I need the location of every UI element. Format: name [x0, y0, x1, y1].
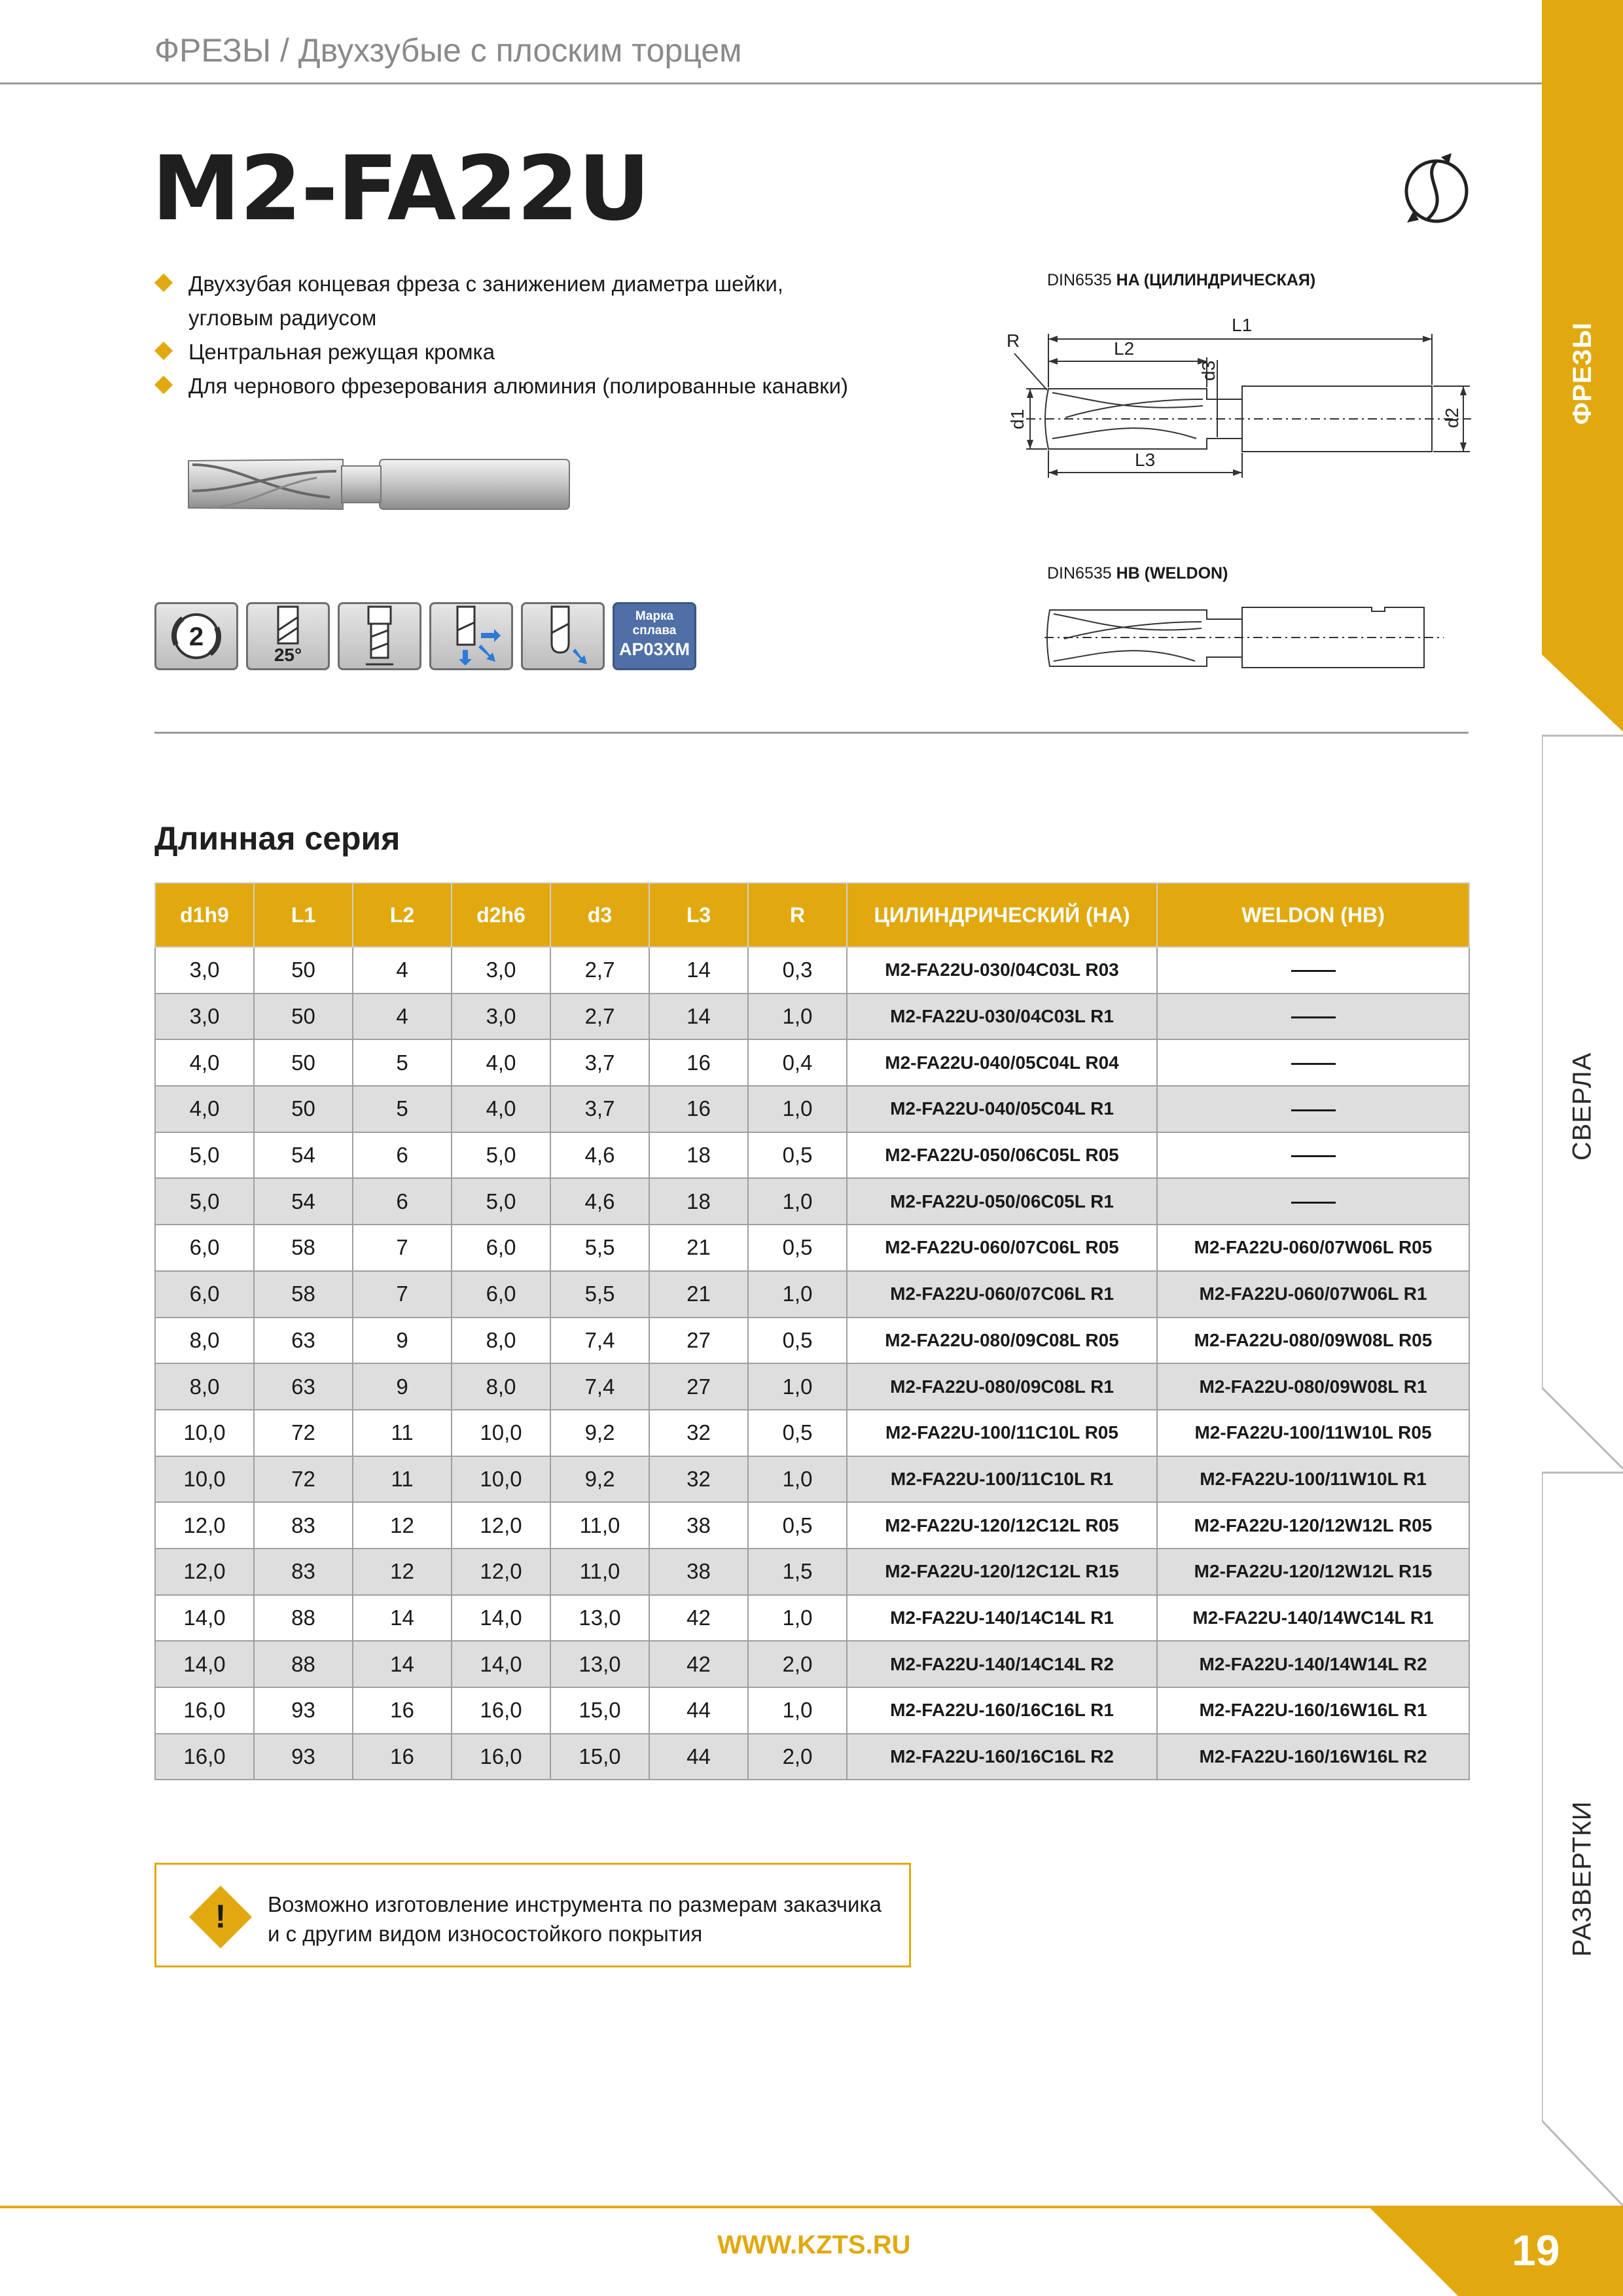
cylindrical-code-cell: M2-FA22U-100/11C10L R05: [847, 1410, 1157, 1456]
table-row: [155, 1318, 1469, 1364]
weldon-code-cell: M2-FA22U-160/16W16L R1: [1157, 1687, 1469, 1734]
ramping-icon: [521, 602, 605, 670]
dim-label-l3: L3: [1135, 450, 1156, 470]
page-number: 19: [1512, 2226, 1560, 2274]
section-title: Длинная серия: [154, 820, 401, 857]
table-cell: 10,0: [155, 1456, 254, 1503]
table-cell: 27: [649, 1363, 748, 1410]
table-cell: 3,7: [550, 1039, 649, 1086]
table-cell: 4: [353, 994, 452, 1040]
table-cell: 83: [254, 1502, 353, 1549]
not-available-dash: [1291, 1202, 1336, 1204]
table-cell: 8,0: [452, 1318, 550, 1364]
warning-diamond-icon: [188, 1884, 253, 1950]
column-header: d1h9: [155, 883, 254, 947]
table-cell: 14: [649, 994, 748, 1040]
table-cell: 16,0: [155, 1687, 254, 1734]
weldon-code-cell: [1157, 1178, 1469, 1225]
table-cell: 16,0: [155, 1734, 254, 1780]
diamond-bullet-icon: [154, 274, 173, 292]
cylindrical-code-cell: M2-FA22U-120/12C12L R15: [847, 1549, 1157, 1595]
table-row: [155, 1363, 1469, 1410]
table-cell: 93: [254, 1734, 353, 1780]
table-cell: 15,0: [550, 1734, 649, 1780]
table-cell: 83: [254, 1549, 353, 1595]
flute-count-icon: [154, 602, 238, 670]
notice-text: [268, 1890, 882, 1948]
tab-sverla[interactable]: [1542, 1008, 1623, 1204]
table-cell: 16,0: [452, 1734, 550, 1780]
page-number-corner: [1368, 2206, 1623, 2296]
weldon-code-cell: [1157, 1132, 1469, 1179]
table-cell: 11: [353, 1410, 452, 1456]
dimension-drawing-ha: [987, 308, 1484, 484]
weldon-code-cell: M2-FA22U-140/14WC14L R1: [1157, 1595, 1469, 1641]
section-divider: [154, 732, 1469, 734]
diagram-hb-caption: [1047, 564, 1228, 583]
table-cell: 9,2: [550, 1410, 649, 1456]
table-cell: 0,5: [748, 1225, 847, 1271]
not-available-dash: [1291, 970, 1336, 972]
table-cell: 4,6: [550, 1178, 649, 1225]
table-cell: 13,0: [550, 1641, 649, 1687]
table-cell: 2,7: [550, 994, 649, 1040]
table-cell: 14,0: [452, 1595, 550, 1641]
table-cell: 14,0: [155, 1595, 254, 1641]
cylindrical-code-cell: M2-FA22U-080/09C08L R05: [847, 1318, 1157, 1364]
table-row: [155, 1502, 1469, 1549]
table-cell: 21: [649, 1271, 748, 1318]
feature-item: [154, 267, 940, 335]
tab-razvertki[interactable]: [1542, 1741, 1623, 2016]
table-cell: 12,0: [155, 1502, 254, 1549]
table-cell: 10,0: [452, 1456, 550, 1503]
weldon-code-cell: [1157, 1086, 1469, 1132]
table-row: [155, 1225, 1469, 1271]
table-cell: 5,0: [452, 1178, 550, 1225]
dim-label-d1: d1: [1007, 408, 1027, 429]
feature-list: [154, 267, 940, 403]
table-cell: 3,7: [550, 1086, 649, 1132]
table-cell: 44: [649, 1687, 748, 1734]
table-cell: 1,0: [748, 1086, 847, 1132]
table-cell: 12: [353, 1549, 452, 1595]
table-cell: 4: [353, 947, 452, 994]
table-cell: 0,5: [748, 1410, 847, 1456]
table-cell: 0,5: [748, 1132, 847, 1179]
alloy-caption-line1: Марка: [635, 609, 674, 623]
feature-item: [154, 335, 940, 369]
table-cell: 8,0: [452, 1363, 550, 1410]
table-cell: 54: [254, 1132, 353, 1179]
table-row: [155, 1595, 1469, 1641]
table-cell: 9: [353, 1318, 452, 1364]
column-header: d3: [550, 883, 649, 947]
weldon-code-cell: M2-FA22U-120/12W12L R15: [1157, 1549, 1469, 1595]
end-mill-product-image: [186, 452, 572, 517]
table-cell: 18: [649, 1132, 748, 1179]
cylindrical-code-cell: M2-FA22U-040/05C04L R04: [847, 1039, 1157, 1086]
table-cell: 18: [649, 1178, 748, 1225]
table-cell: 16: [353, 1734, 452, 1780]
table-cell: 63: [254, 1363, 353, 1410]
table-cell: 7: [353, 1271, 452, 1318]
diagram-ha-caption-prefix: DIN6535: [1047, 271, 1116, 289]
table-cell: 3,0: [452, 994, 550, 1040]
table-row: [155, 947, 1469, 994]
table-cell: 5,0: [155, 1132, 254, 1179]
not-available-dash: [1291, 1109, 1336, 1111]
cylindrical-code-cell: M2-FA22U-080/09C08L R1: [847, 1363, 1157, 1410]
weldon-shank-drawing: [1044, 602, 1450, 674]
product-title: M2-FA22U: [152, 137, 650, 241]
table-cell: 14,0: [155, 1641, 254, 1687]
table-cell: 50: [254, 994, 353, 1040]
table-cell: 6: [353, 1178, 452, 1225]
table-row: [155, 1687, 1469, 1734]
table-row: [155, 1641, 1469, 1687]
table-cell: 14: [353, 1641, 452, 1687]
table-cell: 8,0: [155, 1318, 254, 1364]
table-cell: 1,0: [748, 1178, 847, 1225]
specification-table: [154, 882, 1470, 1780]
table-cell: 1,0: [748, 994, 847, 1040]
column-header: L2: [353, 883, 452, 947]
table-cell: 6,0: [155, 1271, 254, 1318]
alloy-grade-badge: [613, 602, 696, 670]
table-cell: 7: [353, 1225, 452, 1271]
table-cell: 6,0: [452, 1225, 550, 1271]
table-cell: 0,5: [748, 1318, 847, 1364]
table-cell: 15,0: [550, 1687, 649, 1734]
table-cell: 16: [353, 1687, 452, 1734]
table-cell: 14: [353, 1595, 452, 1641]
weldon-code-cell: [1157, 947, 1469, 994]
table-cell: 12,0: [155, 1549, 254, 1595]
weldon-code-cell: M2-FA22U-080/09W08L R1: [1157, 1363, 1469, 1410]
weldon-code-cell: M2-FA22U-060/07W06L R1: [1157, 1271, 1469, 1318]
table-cell: 2,0: [748, 1641, 847, 1687]
dim-label-l2: L2: [1114, 338, 1135, 359]
table-row: [155, 1132, 1469, 1179]
column-header: WELDON (HB): [1157, 883, 1469, 947]
table-cell: 58: [254, 1225, 353, 1271]
not-available-dash: [1291, 1155, 1336, 1157]
cylindrical-code-cell: M2-FA22U-100/11C10L R1: [847, 1456, 1157, 1503]
flute-count-value: 2: [188, 622, 204, 651]
weldon-code-cell: [1157, 1039, 1469, 1086]
cylindrical-code-cell: M2-FA22U-140/14C14L R1: [847, 1595, 1157, 1641]
table-header-row: [155, 883, 1469, 947]
table-cell: 5,0: [155, 1178, 254, 1225]
cylindrical-code-cell: M2-FA22U-120/12C12L R05: [847, 1502, 1157, 1549]
table-cell: 5,5: [550, 1271, 649, 1318]
table-cell: 6,0: [452, 1271, 550, 1318]
table-cell: 12,0: [452, 1549, 550, 1595]
weldon-code-cell: M2-FA22U-080/09W08L R05: [1157, 1318, 1469, 1364]
cylindrical-code-cell: M2-FA22U-060/07C06L R05: [847, 1225, 1157, 1271]
table-cell: 38: [649, 1502, 748, 1549]
cylindrical-code-cell: M2-FA22U-040/05C04L R1: [847, 1086, 1157, 1132]
table-row: [155, 1271, 1469, 1318]
cylindrical-code-cell: M2-FA22U-160/16C16L R2: [847, 1734, 1157, 1780]
table-cell: 63: [254, 1318, 353, 1364]
table-cell: 14,0: [452, 1641, 550, 1687]
table-cell: 88: [254, 1641, 353, 1687]
tab-frezy-label: ФРЕЗЫ: [1567, 321, 1597, 425]
dim-label-l1: L1: [1232, 315, 1253, 335]
table-cell: 1,0: [748, 1687, 847, 1734]
table-cell: 12: [353, 1502, 452, 1549]
cylindrical-code-cell: M2-FA22U-030/04C03L R1: [847, 994, 1157, 1040]
milling-directions-icon: [429, 602, 513, 670]
table-cell: 38: [649, 1549, 748, 1595]
table-cell: 5,0: [452, 1132, 550, 1179]
cylindrical-code-cell: M2-FA22U-060/07C06L R1: [847, 1271, 1157, 1318]
diagram-ha-caption-bold: HA (ЦИЛИНДРИЧЕСКАЯ): [1116, 271, 1316, 289]
table-cell: 32: [649, 1410, 748, 1456]
table-cell: 0,5: [748, 1502, 847, 1549]
cylindrical-code-cell: M2-FA22U-030/04C03L R03: [847, 947, 1157, 994]
center-cutting-icon: [338, 602, 421, 670]
table-cell: 1,0: [748, 1595, 847, 1641]
helix-angle-value: 25°: [274, 645, 302, 665]
table-cell: 1,5: [748, 1549, 847, 1595]
section-tab-rail: [1542, 0, 1623, 2296]
table-cell: 4,0: [452, 1086, 550, 1132]
table-cell: 12,0: [452, 1502, 550, 1549]
not-available-dash: [1291, 1016, 1336, 1018]
tab-sverla-label: СВЕРЛА: [1567, 1052, 1597, 1160]
alloy-code: AP03XM: [618, 639, 690, 659]
weldon-code-cell: [1157, 994, 1469, 1040]
table-cell: 14: [649, 947, 748, 994]
table-cell: 72: [254, 1456, 353, 1503]
table-cell: 3,0: [155, 994, 254, 1040]
table-row: [155, 1178, 1469, 1225]
feature-text: Центральная режущая кромка: [188, 340, 495, 364]
feature-item: [154, 369, 940, 403]
warning-glyph: !: [215, 1898, 226, 1935]
table-cell: 5: [353, 1086, 452, 1132]
table-cell: 8,0: [155, 1363, 254, 1410]
cylindrical-code-cell: M2-FA22U-050/06C05L R1: [847, 1178, 1157, 1225]
table-cell: 1,0: [748, 1456, 847, 1503]
table-cell: 32: [649, 1456, 748, 1503]
tab-razvertki-label: РАЗВЕРТКИ: [1567, 1800, 1597, 1957]
column-header: ЦИЛИНДРИЧЕСКИЙ (HA): [847, 883, 1157, 947]
table-cell: 13,0: [550, 1595, 649, 1641]
table-row: [155, 994, 1469, 1040]
table-cell: 10,0: [452, 1410, 550, 1456]
table-cell: 42: [649, 1641, 748, 1687]
column-header: L1: [254, 883, 353, 947]
table-cell: 11,0: [550, 1549, 649, 1595]
diamond-bullet-icon: [154, 376, 173, 394]
table-row: [155, 1410, 1469, 1456]
table-cell: 11: [353, 1456, 452, 1503]
feature-text: Двухзубая концевая фреза с занижением диаметра шейки, угловым радиусом: [188, 272, 783, 330]
table-cell: 4,0: [452, 1039, 550, 1086]
table-row: [155, 1549, 1469, 1595]
table-cell: 93: [254, 1687, 353, 1734]
table-cell: 27: [649, 1318, 748, 1364]
alloy-caption-line2: сплава: [632, 624, 677, 637]
table-cell: 3,0: [452, 947, 550, 994]
notice-line-1: Возможно изготовление инструмента по размерам заказчика: [268, 1892, 882, 1916]
table-cell: 6: [353, 1132, 452, 1179]
table-cell: 7,4: [550, 1318, 649, 1364]
table-cell: 11,0: [550, 1502, 649, 1549]
cylindrical-code-cell: M2-FA22U-160/16C16L R1: [847, 1687, 1157, 1734]
table-cell: 1,0: [748, 1363, 847, 1410]
tab-frezy[interactable]: [1542, 275, 1623, 471]
table-cell: 7,4: [550, 1363, 649, 1410]
footer-divider: [0, 2206, 1542, 2208]
table-cell: 5,5: [550, 1225, 649, 1271]
table-cell: 4,0: [155, 1086, 254, 1132]
table-cell: 6,0: [155, 1225, 254, 1271]
feature-text: Для чернового фрезерования алюминия (полированные канавки): [188, 374, 848, 398]
diagram-ha-caption: [1047, 271, 1315, 290]
tool-property-icons: [154, 602, 696, 670]
weldon-code-cell: M2-FA22U-140/14W14L R2: [1157, 1641, 1469, 1687]
table-cell: 9: [353, 1363, 452, 1410]
table-cell: 16,0: [452, 1687, 550, 1734]
table-body: [155, 947, 1469, 1780]
weldon-code-cell: M2-FA22U-100/11W10L R05: [1157, 1410, 1469, 1456]
table-cell: 4,6: [550, 1132, 649, 1179]
weldon-code-cell: M2-FA22U-160/16W16L R2: [1157, 1734, 1469, 1780]
dim-label-d3: d3: [1198, 360, 1219, 381]
table-cell: 88: [254, 1595, 353, 1641]
header-divider: [0, 82, 1542, 84]
table-cell: 21: [649, 1225, 748, 1271]
column-header: d2h6: [452, 883, 550, 947]
diamond-bullet-icon: [154, 342, 173, 360]
table-cell: 50: [254, 1086, 353, 1132]
weldon-code-cell: M2-FA22U-100/11W10L R1: [1157, 1456, 1469, 1503]
weldon-code-cell: M2-FA22U-060/07W06L R05: [1157, 1225, 1469, 1271]
table-row: [155, 1039, 1469, 1086]
diagram-hb-caption-prefix: DIN6535: [1047, 564, 1116, 583]
footer-website-link[interactable]: WWW.KZTS.RU: [717, 2231, 911, 2259]
table-cell: 0,3: [748, 947, 847, 994]
column-header: R: [748, 883, 847, 947]
table-cell: 2,7: [550, 947, 649, 994]
custom-order-notice: [154, 1863, 911, 1967]
dim-label-d2: d2: [1442, 407, 1462, 428]
table-cell: 2,0: [748, 1734, 847, 1780]
notice-line-2: и с другим видом износостойкого покрытия: [268, 1922, 703, 1946]
table-cell: 42: [649, 1595, 748, 1641]
table-cell: 50: [254, 1039, 353, 1086]
table-cell: 3,0: [155, 947, 254, 994]
table-row: [155, 1456, 1469, 1503]
table-row: [155, 1086, 1469, 1132]
table-cell: 72: [254, 1410, 353, 1456]
table-cell: 16: [649, 1039, 748, 1086]
helix-angle-icon: [246, 602, 330, 670]
cylindrical-code-cell: M2-FA22U-140/14C14L R2: [847, 1641, 1157, 1687]
table-cell: 16: [649, 1086, 748, 1132]
table-cell: 44: [649, 1734, 748, 1780]
table-cell: 10,0: [155, 1410, 254, 1456]
column-header: L3: [649, 883, 748, 947]
table-cell: 4,0: [155, 1039, 254, 1086]
diagram-hb-caption-bold: HB (WELDON): [1116, 564, 1228, 583]
table-cell: 0,4: [748, 1039, 847, 1086]
cylindrical-code-cell: M2-FA22U-050/06C05L R05: [847, 1132, 1157, 1179]
table-cell: 50: [254, 947, 353, 994]
table-row: [155, 1734, 1469, 1780]
weldon-code-cell: M2-FA22U-120/12W12L R05: [1157, 1502, 1469, 1549]
not-available-dash: [1291, 1063, 1336, 1065]
dim-label-r: R: [1007, 331, 1020, 351]
table-cell: 54: [254, 1178, 353, 1225]
end-mill-end-view-icon: [1400, 152, 1472, 237]
table-cell: 5: [353, 1039, 452, 1086]
breadcrumb: ФРЕЗЫ / Двухзубые с плоским торцем: [154, 32, 742, 69]
table-cell: 58: [254, 1271, 353, 1318]
table-cell: 1,0: [748, 1271, 847, 1318]
table-cell: 9,2: [550, 1456, 649, 1503]
